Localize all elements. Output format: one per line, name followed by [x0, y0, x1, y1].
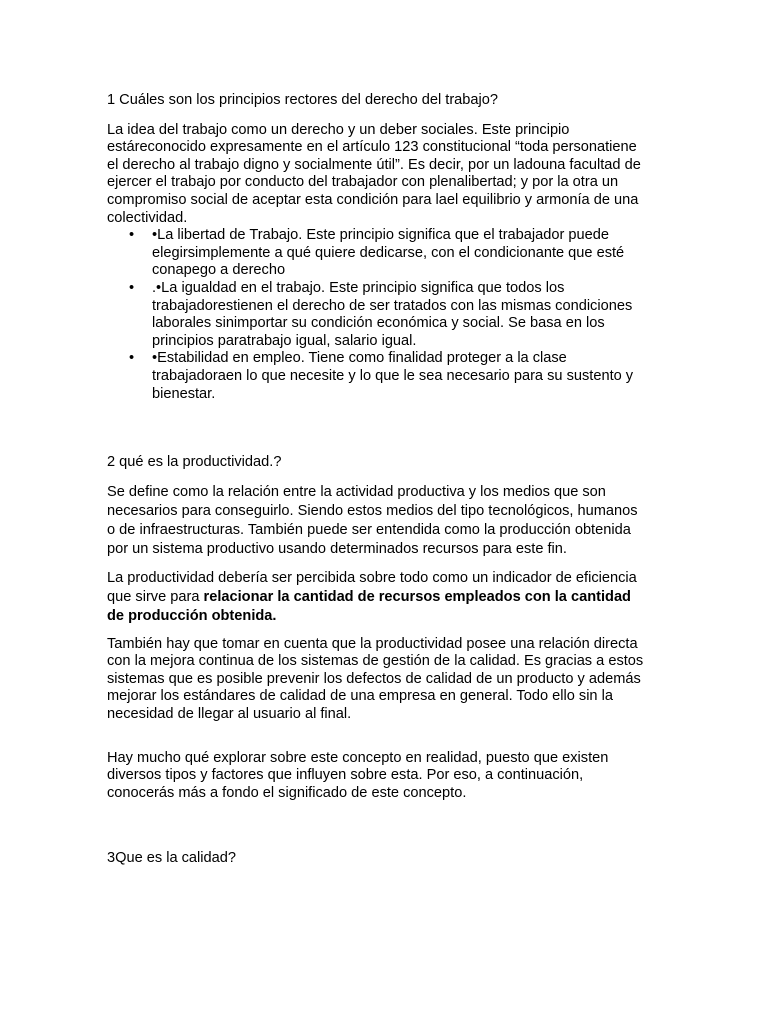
bullet-line: trabajadoraen lo que necesite y lo que le sea necesario para su sustento y [152, 367, 634, 384]
question-3-heading: 3Que es la calidad? [107, 850, 236, 867]
bullet-item-libertad [107, 227, 667, 280]
paragraph-line: necesarios para conseguirlo. Siendo estos medios del tipo tecnológicos, humanos [107, 502, 638, 519]
question-2-heading: 2 qué es la productividad.? [107, 454, 282, 471]
paragraph-line: conocerás más a fondo el significado de este concepto. [107, 784, 467, 801]
paragraph-line: diversos tipos y factores que influyen sobre esta. Por eso, a continuación, [107, 767, 584, 784]
intro-line: compromiso social de aceptar esta condición para lael equilibrio y armonía de una [107, 191, 639, 208]
intro-line: colectividad. [107, 209, 188, 226]
intro-line: el derecho al trabajo digno y socialmente útil”. Es decir, por un ladouna facultad de [107, 156, 641, 173]
paragraph-line: sistemas que es posible prevenir los defectos de calidad de un producto y además [107, 670, 641, 687]
bullet-line: conapego a derecho [152, 262, 286, 279]
paragraph-line: La productividad debería ser percibida sobre todo como un indicador de eficiencia [107, 569, 637, 586]
bold-emphasis-text: de producción obtenida. [107, 607, 277, 624]
bullet-line: bienestar. [152, 385, 216, 402]
bold-emphasis-text: relacionar la cantidad de recursos empleados con la cantidad [203, 588, 631, 605]
bullet-item-estabilidad [107, 350, 667, 403]
paragraph-line: o de infraestructuras. También puede ser entendida como la producción obtenida [107, 521, 631, 538]
quality-relation-paragraph [107, 636, 667, 724]
paragraph-line: También hay que tomar en cuenta que la productividad posee una relación directa [107, 635, 638, 652]
intro-line: La idea del trabajo como un derecho y un deber sociales. Este principio [107, 121, 570, 138]
bullet-icon: • [129, 227, 135, 244]
paragraph-line: con la mejora continua de los sistemas de gestión de la calidad. Es gracias a estos [107, 653, 644, 670]
bullet-line: laborales sinimportar su condición económica y social. Se basa en los [152, 315, 605, 332]
bullet-line: •La libertad de Trabajo. Este principio significa que el trabajador puede [152, 227, 609, 244]
intro-line: estáreconocido expresamente en el artículo 123 constitucional “toda personatiene [107, 139, 637, 156]
bullet-item-igualdad [107, 280, 667, 350]
paragraph-line: Hay mucho qué explorar sobre este concepto en realidad, puesto que existen [107, 749, 609, 766]
bullet-line: trabajadorestienen el derecho de ser tratados con las mismas condiciones [152, 297, 633, 314]
explore-concept-paragraph [107, 750, 667, 803]
productivity-indicator-paragraph [107, 569, 667, 626]
paragraph-line: que sirve para [107, 588, 204, 605]
paragraph-line: por un sistema productivo usando determinados recursos para este fin. [107, 540, 567, 557]
bullet-line: •Estabilidad en empleo. Tiene como finalidad proteger a la clase [152, 350, 567, 367]
question-1-intro [107, 122, 667, 228]
intro-line: ejercer el trabajo por conducto del trabajador con plenalibertad; y por la otra un [107, 174, 619, 191]
bullet-icon: • [129, 279, 135, 296]
bullet-line: elegirsimplemente a qué quiere dedicarse, con el condicionante que esté [152, 244, 625, 261]
bullet-line: .•La igualdad en el trabajo. Este principio significa que todos los [152, 279, 565, 296]
paragraph-line: mejorar los estándares de calidad de una empresa en general. Todo ello sin la [107, 688, 613, 705]
principles-bullet-list [107, 227, 667, 403]
bullet-line: principios paratrabajo igual, salario igual. [152, 332, 417, 349]
question-1-heading: 1 Cuáles son los principios rectores del derecho del trabajo? [107, 92, 499, 108]
paragraph-line: Se define como la relación entre la actividad productiva y los medios que son [107, 483, 606, 500]
bullet-icon: • [129, 350, 135, 367]
paragraph-line: necesidad de llegar al usuario al final. [107, 706, 352, 723]
section-spacer [107, 802, 667, 850]
section-spacer [107, 403, 667, 454]
productivity-definition-paragraph [107, 483, 667, 559]
document-page [107, 92, 667, 868]
